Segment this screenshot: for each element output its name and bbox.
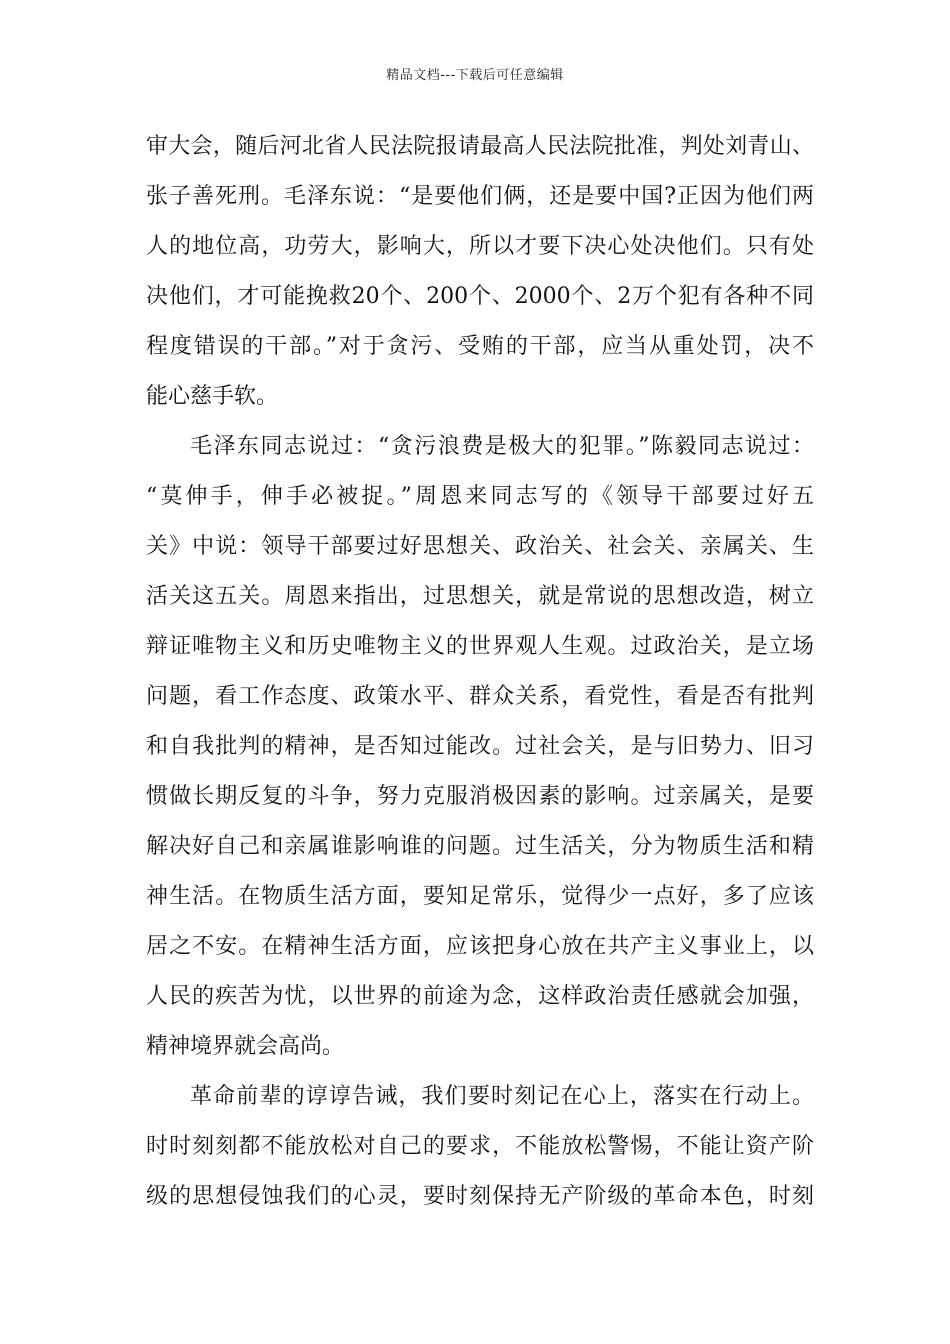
page-header: 精品文档---下载后可任意编辑: [386, 68, 564, 83]
text-line: 辩证唯物主义和历史唯物主义的世界观人生观。过政治关，是立场: [146, 634, 814, 659]
text-line: 张子善死刑。毛泽东说：“是要他们俩，还是要中国?正因为他们两: [146, 184, 814, 209]
text-line: 人的地位高，功劳大，影响大，所以才要下决心处决他们。只有处: [146, 234, 814, 259]
document-body: [146, 122, 814, 1222]
text-line: 问题，看工作态度、政策水平、群众关系，看党性，看是否有批判: [146, 684, 814, 709]
text-line: 级的思想侵蚀我们的心灵，要时刻保持无产阶级的革命本色，时刻: [146, 1184, 814, 1209]
paragraph-start-line: 毛泽东同志说过：“贪污浪费是极大的犯罪。”陈毅同志说过：: [190, 434, 814, 459]
text-line: 解决好自己和亲属谁影响谁的问题。过生活关，分为物质生活和精: [146, 834, 814, 859]
text-line: 活关这五关。周恩来指出，过思想关，就是常说的思想改造，树立: [146, 584, 814, 609]
text-line: 程度错误的干部。”对于贪污、受贿的干部，应当从重处罚，决不: [146, 334, 814, 359]
text-line: 居之不安。在精神生活方面，应该把身心放在共产主义事业上，以: [146, 934, 814, 959]
text-line: 审大会，随后河北省人民法院报请最高人民法院批准，判处刘青山、: [146, 134, 814, 159]
text-line: 时时刻刻都不能放松对自己的要求，不能放松警惕，不能让资产阶: [146, 1134, 814, 1159]
text-line: 人民的疾苦为忧，以世界的前途为念，这样政治责任感就会加强，: [146, 984, 814, 1009]
paragraph-start-line: 革命前辈的谆谆告诫，我们要时刻记在心上，落实在行动上。: [190, 1084, 814, 1109]
text-line: 神生活。在物质生活方面，要知足常乐，觉得少一点好，多了应该: [146, 884, 814, 909]
text-line: 精神境界就会高尚。: [146, 1034, 345, 1059]
text-line: 惯做长期反复的斗争，努力克服消极因素的影响。过亲属关，是要: [146, 784, 814, 809]
text-line: 能心慈手软。: [146, 384, 279, 409]
text-line: 和自我批判的精神，是否知过能改。过社会关，是与旧势力、旧习: [146, 734, 814, 759]
text-line: 决他们，才可能挽救20个、200个、2000个、2万个犯有各种不同: [146, 284, 814, 309]
text-line: 关》中说：领导干部要过好思想关、政治关、社会关、亲属关、生: [146, 534, 814, 559]
text-line: “莫伸手，伸手必被捉。”周恩来同志写的《领导干部要过好五: [146, 484, 814, 509]
